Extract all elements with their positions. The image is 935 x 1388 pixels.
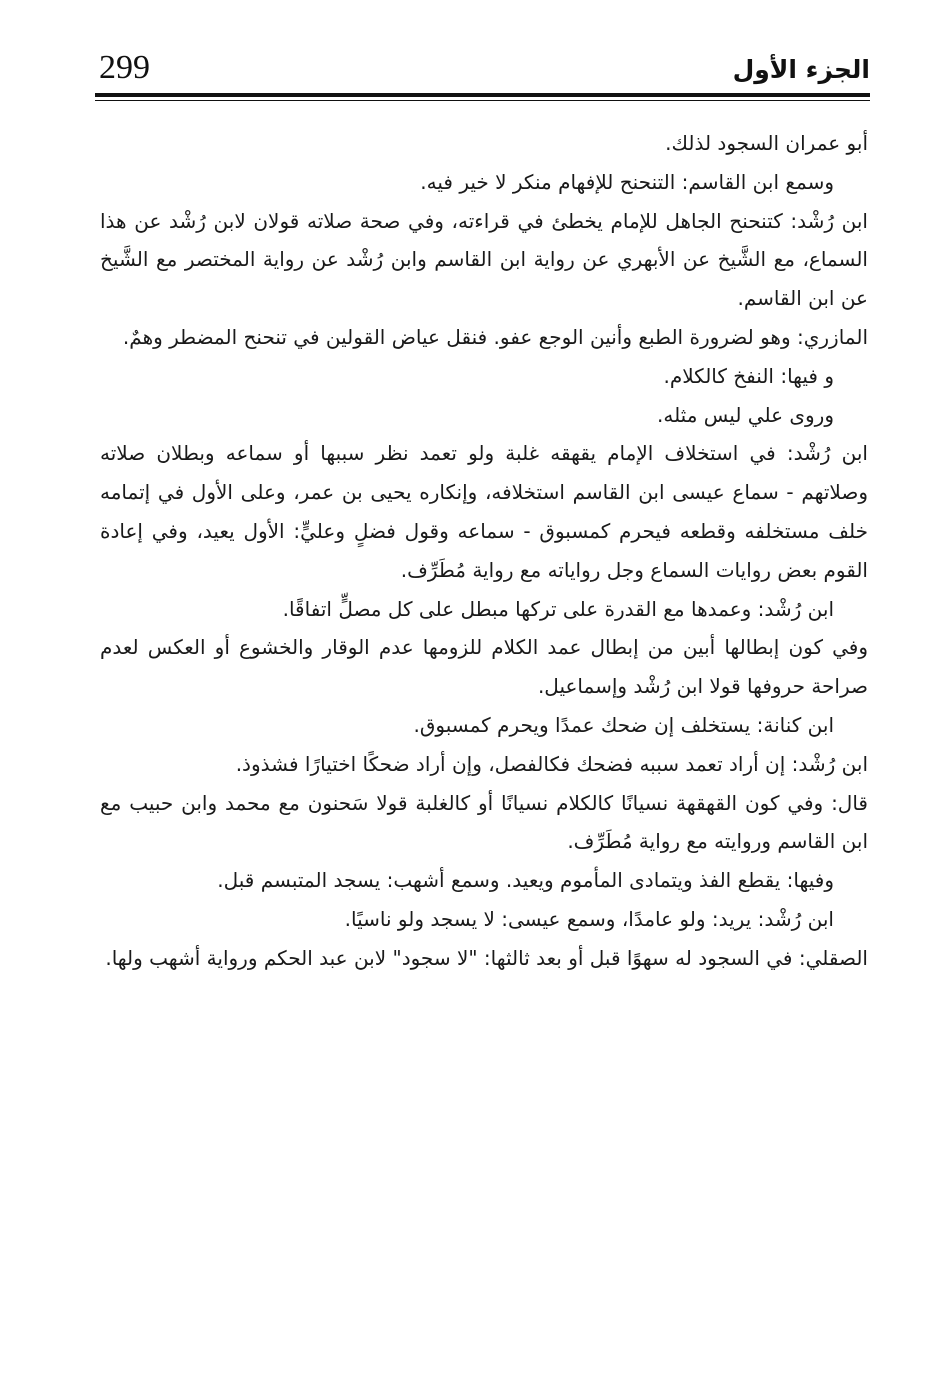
- paragraph: ابن رُشْد: إن أراد تعمد سببه فضحك فكالفصل، وإن أراد ضحكًا اختيارًا فشذوذ.: [235, 751, 868, 776]
- paragraph: وسمع ابن القاسم: التنحنح للإفهام منكر لا خير فيه.: [420, 169, 834, 194]
- paragraph: أبو عمران السجود لذلك.: [665, 131, 868, 155]
- header-rule-thick: [95, 93, 870, 97]
- paragraph: ابن رُشْد: كتنحنح الجاهل للإمام يخطئ في قراءته، وفي صحة صلاته قولان لابن رُشْد عن هذا السماع، مع الشَّيخ عن الأبهري عن رواية ابن القاسم وابن رُشْد عن رواية المختصر مع الشَّيخ عن ابن القاسم.: [100, 208, 868, 311]
- paragraph: وفيها: يقطع الفذ ويتمادى المأموم ويعيد. وسمع أشهب: يسجد المتبسم قبل.: [217, 868, 834, 893]
- paragraph: وروى علي ليس مثله.: [656, 402, 834, 427]
- paragraph: ابن رُشْد: يريد: ولو عامدًا، وسمع عيسى: لا يسجد ولو ناسيًا.: [344, 906, 834, 931]
- header-rule-thin: [95, 100, 870, 101]
- body-text: [100, 124, 868, 978]
- paragraph: و فيها: النفخ كالكلام.: [663, 363, 834, 388]
- paragraph: المازري: وهو لضرورة الطبع وأنين الوجع عفو. فنقل عياض القولين في تنحنح المضطر وهمٌ.: [122, 324, 868, 349]
- page-number: 299: [99, 49, 150, 86]
- paragraph: ابن رُشْد: وعمدها مع القدرة على تركها مبطل على كل مصلٍّ اتفاقًا.: [282, 596, 834, 621]
- paragraph: الصقلي: في السجود له سهوًا قبل أو بعد ثالثها: "لا سجود" لابن عبد الحكم ورواية أشهب ولها.: [105, 945, 868, 970]
- paragraph: ابن كنانة: يستخلف إن ضحك عمدًا ويحرم كمسبوق.: [413, 712, 834, 737]
- paragraph: قال: وفي كون القهقهة نسيانًا كالكلام نسيانًا أو كالغلبة قولا سَحنون مع محمد وابن حبيب مع ابن القاسم وروايته مع رواية مُطَرِّف.: [100, 790, 868, 854]
- page-header: [95, 48, 870, 98]
- paragraph: وفي كون إبطالها أبين من إبطال عمد الكلام للزومها عدم الوقار والخشوع أو العكس لعدم صراحة حروفها قولا ابن رُشْد وإسماعيل.: [100, 635, 868, 699]
- running-title: الجزء الأول: [732, 55, 870, 84]
- paragraph: ابن رُشْد: في استخلاف الإمام يقهقه غلبة ولو تعمد نظر سببها أو سماعه وبطلان صلاته وصلاتهم - سماع عيسى ابن القاسم استخلافه، وإنكاره يحيى بن عمر، وعلى الأول في إتمامه خلف مستخلفه وقطعه فيحرم كمسبوق - سماعه وقول فضلٍ وعليٍّ: الأول يعيد، وفي إعادة القوم بعض روايات السماع وجل رواياته مع رواية مُطَرِّف.: [100, 441, 868, 582]
